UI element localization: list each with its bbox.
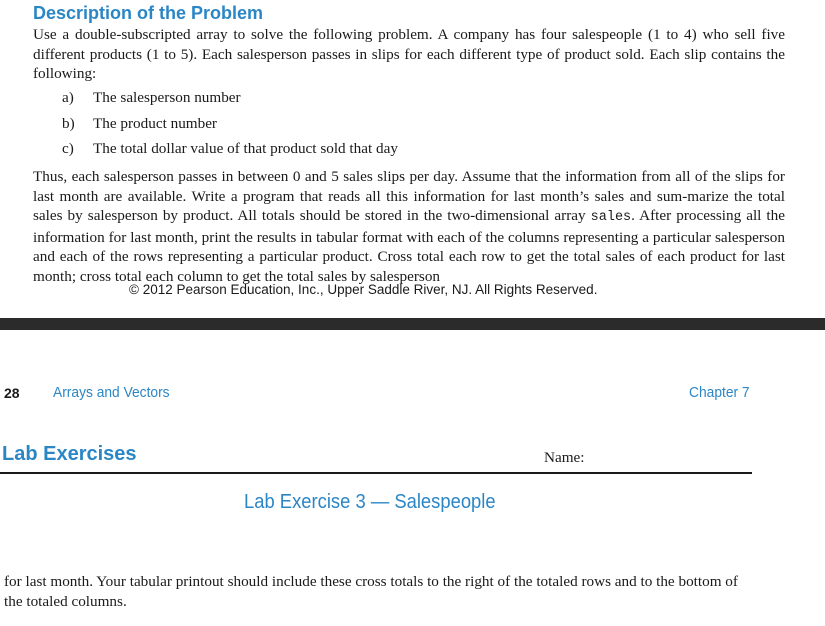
chapter-label: Chapter 7 — [689, 384, 750, 401]
list-item-text: The salesperson number — [93, 89, 241, 106]
list-item — [62, 88, 241, 108]
list-item-text: The product number — [93, 115, 217, 132]
page-number: 28 — [4, 385, 20, 401]
page-divider-bar — [0, 318, 825, 330]
exercise-title: Lab Exercise 3 — Salespeople — [244, 491, 496, 513]
list-item-letter: c) — [62, 140, 74, 157]
copyright-notice: © 2012 Pearson Education, Inc., Upper Saddle River, NJ. All Rights Reserved. — [129, 282, 598, 297]
list-item — [62, 139, 398, 159]
name-label: Name: — [544, 449, 585, 466]
list-item-letter: a) — [62, 89, 74, 106]
running-title: Arrays and Vectors — [53, 384, 170, 401]
list-item-text: The total dollar value of that product sold that day — [93, 140, 398, 157]
problem-body-paragraph — [33, 167, 785, 286]
problem-intro-paragraph: Use a double-subscripted array to solve the following problem. A company has four salespeople (1 to 4) who sell five different products (1 to 5). Each salesperson passes in slips for each different type of product sold. Each slip contains the following: — [33, 26, 785, 82]
list-item-letter: b) — [62, 115, 75, 132]
sales-array-code: sales — [590, 210, 632, 225]
section-heading: Description of the Problem — [33, 3, 264, 23]
list-item — [62, 114, 217, 134]
heading-underline — [0, 472, 752, 474]
body-text-part: Thus, each salesperson passes in between 0 and 5 sales slips per day. Assume that the information from all of the slips for last month are available. Write a program that reads all this information for last month’s sales and sum-marize the total sales by salesperson by product. All totals should be stored in the two-dimensional array — [33, 168, 785, 224]
lab-exercises-heading: Lab Exercises — [2, 443, 137, 465]
body-text-part: . After processing all the information for last month, print the results in tabular format with each of the columns representing a particular salesperson and each of the rows representing a particular product. Cross total each row to get the total sales of each product for last month; cross total each column to get the total sales by salesperson — [33, 207, 785, 285]
continued-paragraph: for last month. Your tabular printout should include these cross totals to the right of the totaled rows and to the bottom of the totaled columns. — [4, 573, 738, 610]
